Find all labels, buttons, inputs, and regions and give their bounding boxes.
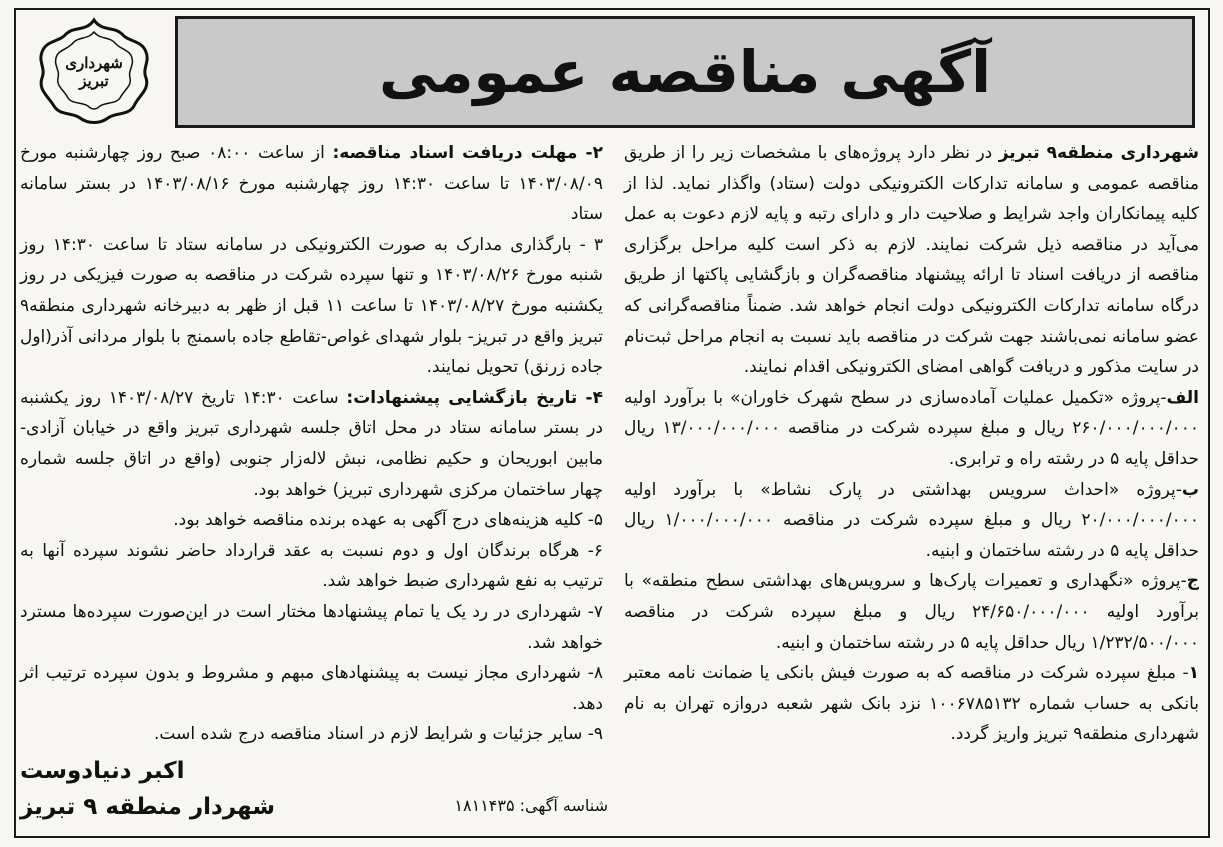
item-4-bold: ۴- تاریخ بازگشایی پیشنهادات:: [346, 387, 603, 408]
signatory-name: اکبر دنیادوست: [20, 758, 185, 784]
logo-text: [30, 54, 158, 90]
item-c: [624, 566, 1199, 658]
item-b-text: -پروژه «احداث سرویس بهداشتی در پارک نشاط» با برآورد اولیه ۲۰/۰۰۰/۰۰۰/۰۰۰ ریال و مبلغ سپرده شرکت در مناقصه ۱/۰۰۰/۰۰۰/۰۰۰ ریال حداقل پایه ۵ در رشته ساختمان و ابنیه.: [624, 479, 1199, 561]
intro-bold: شهرداری منطقه۹ تبریز: [998, 143, 1199, 163]
item-2-bold: ۲- مهلت دریافت اسناد مناقصه:: [332, 143, 603, 163]
intro-paragraph: [624, 138, 1199, 383]
item-6: ۶- هرگاه برندگان اول و دوم نسبت به عقد قرارداد حاضر نشوند سپرده آنها به ترتیب به نفع شهرداری ضبط خواهد شد.: [20, 540, 603, 592]
footer: [20, 754, 610, 830]
item-4-text: ساعت ۱۴:۳۰ تاریخ ۱۴۰۳/۰۸/۲۷ روز یکشنبه در بستر سامانه ستاد در محل اتاق جلسه شهرداری تبریز واقع در خیابان آزادی- مابین ابوریحان و حکیم نظامی، نبش لاله‌زار جنوبی (واقع در اتاق جلسه شماره چهار ساختمان مرکزی شهرداری تبریز) خواهد بود.: [20, 387, 603, 500]
logo: [30, 14, 158, 126]
item-3: ۳ - بارگذاری مدارک به صورت الکترونیکی در سامانه ستاد تا ساعت ۱۴:۳۰ روز شنبه مورخ ۱۴۰۳/۰۸/۲۶ و تنها سپرده شرکت در مناقصه به صورت فیزیکی در روز یکشنبه مورخ ۱۴۰۳/۰۸/۲۷ تا ساعت ۱۱ قبل از ظهر به دبیرخانه شهرداری منطقه۹ تبریز واقع در تبریز- بلوار شهدای غواص-تقاطع جاده باسمنج با بلوار مردانی آذر(اول جاده زرنق) تحویل نمایند.: [20, 234, 603, 378]
item-9: ۹- سایر جزئیات و شرایط لازم در اسناد مناقصه درج شده است.: [154, 724, 603, 745]
item-1-text: - مبلغ سپرده شرکت در مناقصه که به صورت فیش بانکی یا ضمانت نامه معتبر بانکی به حساب شماره ۱۰۰۶۷۸۵۱۳۲ نزد بانک شهر شعبه دروازه تهران به نام شهرداری منطقه۹ تبریز واریز گردد.: [624, 663, 1200, 745]
left-column: [20, 138, 603, 750]
item-b-label: ب: [1181, 479, 1199, 500]
logo-text-line2: تبریز: [79, 72, 109, 90]
logo-text-line1: شهرداری: [65, 54, 123, 72]
ad-id: شناسه آگهی: ۱۸۱۱۴۳۵: [454, 796, 608, 815]
item-8: ۸- شهرداری مجاز نیست به پیشنهادهای مبهم و مشروط و بدون سپرده ترتیب اثر دهد.: [20, 663, 603, 714]
item-7: ۷- شهرداری در رد یک یا تمام پیشنهادها مختار است در این‌صورت سپرده‌ها مسترد خواهد شد.: [20, 601, 603, 653]
item-5: ۵- کلیه هزینه‌های درج آگهی به عهده برنده مناقصه خواهد بود.: [173, 510, 603, 531]
item-2-text: از ساعت ۰۸:۰۰ صبح روز چهارشنبه مورخ ۱۴۰۳/۰۸/۰۹ تا ساعت ۱۴:۳۰ روز چهارشنبه مورخ ۱۴۰۳/۰۸/۱۶ در بستر سامانه ستاد: [20, 143, 603, 225]
header-banner: [175, 16, 1195, 128]
item-c-text: -پروژه «نگهداری و تعمیرات پارک‌ها و سرویس‌های بهداشتی سطح منطقه» با برآورد اولیه ۲۴/۶۵۰/۰۰۰/۰۰۰ ریال و مبلغ سپرده شرکت در مناقصه ۱/۲۳۲/۵۰۰/۰۰۰ ریال حداقل پایه ۵ در رشته ساختمان و ابنیه.: [624, 571, 1199, 653]
right-column: [624, 138, 1199, 750]
item-1-label: ۱: [1188, 663, 1199, 684]
item-a: [624, 383, 1199, 475]
item-4: [20, 383, 603, 505]
item-b: [624, 475, 1199, 567]
item-a-label: الف: [1166, 387, 1199, 408]
item-1: [624, 658, 1199, 750]
signatory-title: شهردار منطقه ۹ تبریز: [20, 794, 275, 820]
intro-text: در نظر دارد پروژه‌های با مشخصات زیر را از طریق مناقصه عمومی و سامانه تدارکات الکترونیکی دولت (ستاد) واگذار نماید. لذا از کلیه پیمانکاران واجد شرایط و صلاحیت دار و دارای رتبه و پایه لازم دعوت به عمل می‌آید در مناقصه ذیل شرکت نمایند. لازم به ذکر است کلیه مراحل برگزاری مناقصه از دریافت اسناد تا ارائه پیشنهاد مناقصه‌گران و بازگشایی پاکتها از طریق درگاه سامانه تدارکات الکترونیکی دولت انجام خواهد شد. ضمناً مناقصه‌گرانی که عضو سامانه نمی‌باشند جهت شرکت در مناقصه باید نسبت به انجام مراحل ثبت‌نام در سایت مذکور و دریافت گواهی امضای الکترونیکی اقدام نمایند.: [624, 143, 1199, 378]
page-title: آگهی مناقصه عمومی: [378, 38, 992, 106]
item-a-text: -پروژه «تکمیل عملیات آماده‌سازی در سطح شهرک خاوران» با برآورد اولیه ۲۶۰/۰۰۰/۰۰۰/۰۰۰ ریال و مبلغ سپرده شرکت در مناقصه ۱۳/۰۰۰/۰۰۰/۰۰۰ ریال حداقل پایه ۵ در رشته راه و ترابری.: [624, 387, 1199, 469]
item-c-label: ج: [1186, 571, 1199, 592]
item-2: [20, 138, 603, 230]
